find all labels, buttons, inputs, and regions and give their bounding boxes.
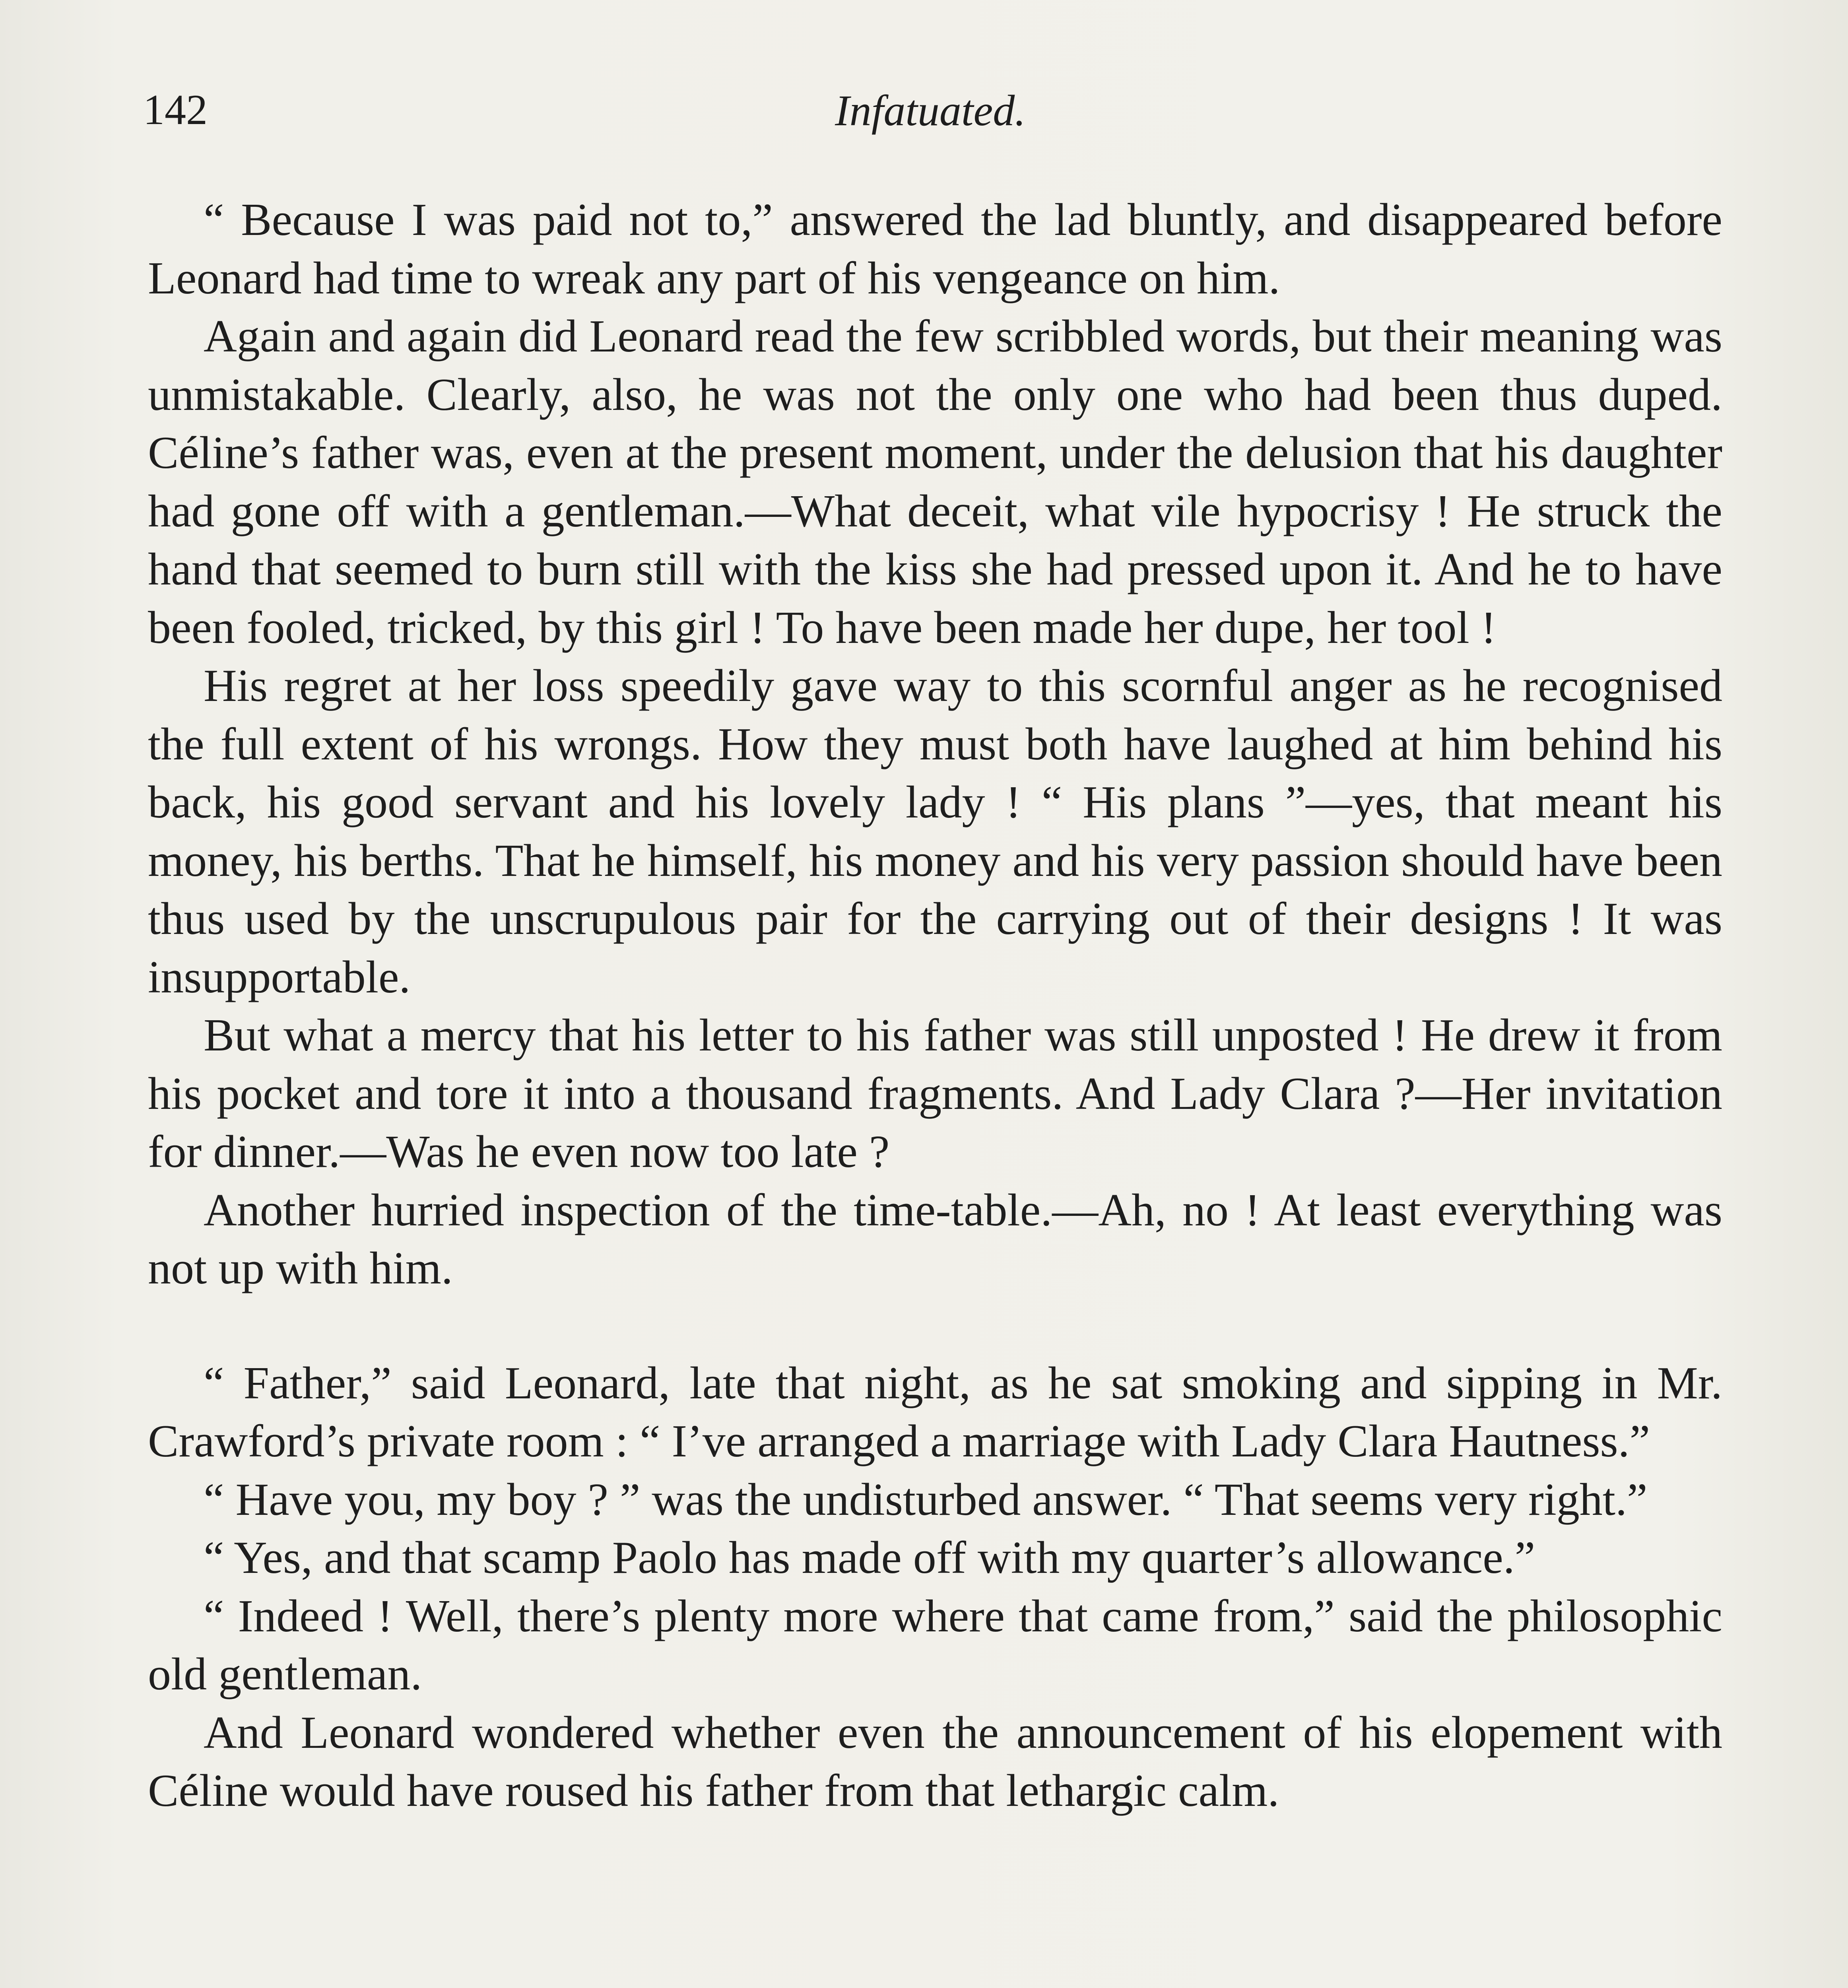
paragraph: “ Indeed ! Well, there’s plenty more where that came from,” said the philosophic old gentleman. [148,1590,1722,1700]
page-header [143,85,1718,145]
paragraph: Again and again did Leonard read the few scribbled words, but their meaning was unmistakable. Clearly, also, he was not the only one who had been thus duped. Céline’s father was, even at the present moment, under the delusion that his daughter had gone off with a gentleman.—What deceit, what vile hypocrisy ! He struck the hand that seemed to burn still with the kiss she had pressed upon it. And he to have been fooled, tricked, by this girl ! To have been made her dupe, her tool ! [148,311,1722,653]
paragraph: Another hurried inspection of the time-table.—Ah, no ! At least everything was not up with him. [148,1184,1722,1294]
paragraph: But what a mercy that his letter to his father was still unposted ! He drew it from his pocket and tore it into a thousand fragments. And Lady Clara ?—Her invitation for dinner.—Was he even now too late ? [148,1010,1722,1177]
paragraph: His regret at her loss speedily gave way to this scornful anger as he recognised the full extent of his wrongs. How they must both have laughed at him behind his back, his good servant and his lovely lady ! “ His plans ”—yes, that meant his money, his berths. That he himself, his money and his very passion should have been thus used by the unscrupulous pair for the carrying out of their designs ! It was insupportable. [148,660,1722,1003]
paragraph: “ Yes, and that scamp Paolo has made off with my quarter’s allowance.” [204,1532,1535,1583]
page-number: 142 [143,86,208,134]
running-title: Infatuated. [835,86,1026,135]
paragraph: “ Because I was paid not to,” answered the lad bluntly, and disappeared before Leonard had time to wreak any part of his vengeance on him. [148,194,1722,304]
paragraph: “ Have you, my boy ? ” was the undisturbed answer. “ That seems very right.” [204,1474,1648,1525]
paragraph: And Leonard wondered whether even the announcement of his elopement with Céline would have roused his father from that lethargic calm. [148,1707,1722,1816]
paragraph: “ Father,” said Leonard, late that night, as he sat smoking and sipping in Mr. Crawford’s private room : “ I’ve arranged a marriage with Lady Clara Hautness.” [148,1357,1722,1467]
body-text [148,191,1722,1820]
